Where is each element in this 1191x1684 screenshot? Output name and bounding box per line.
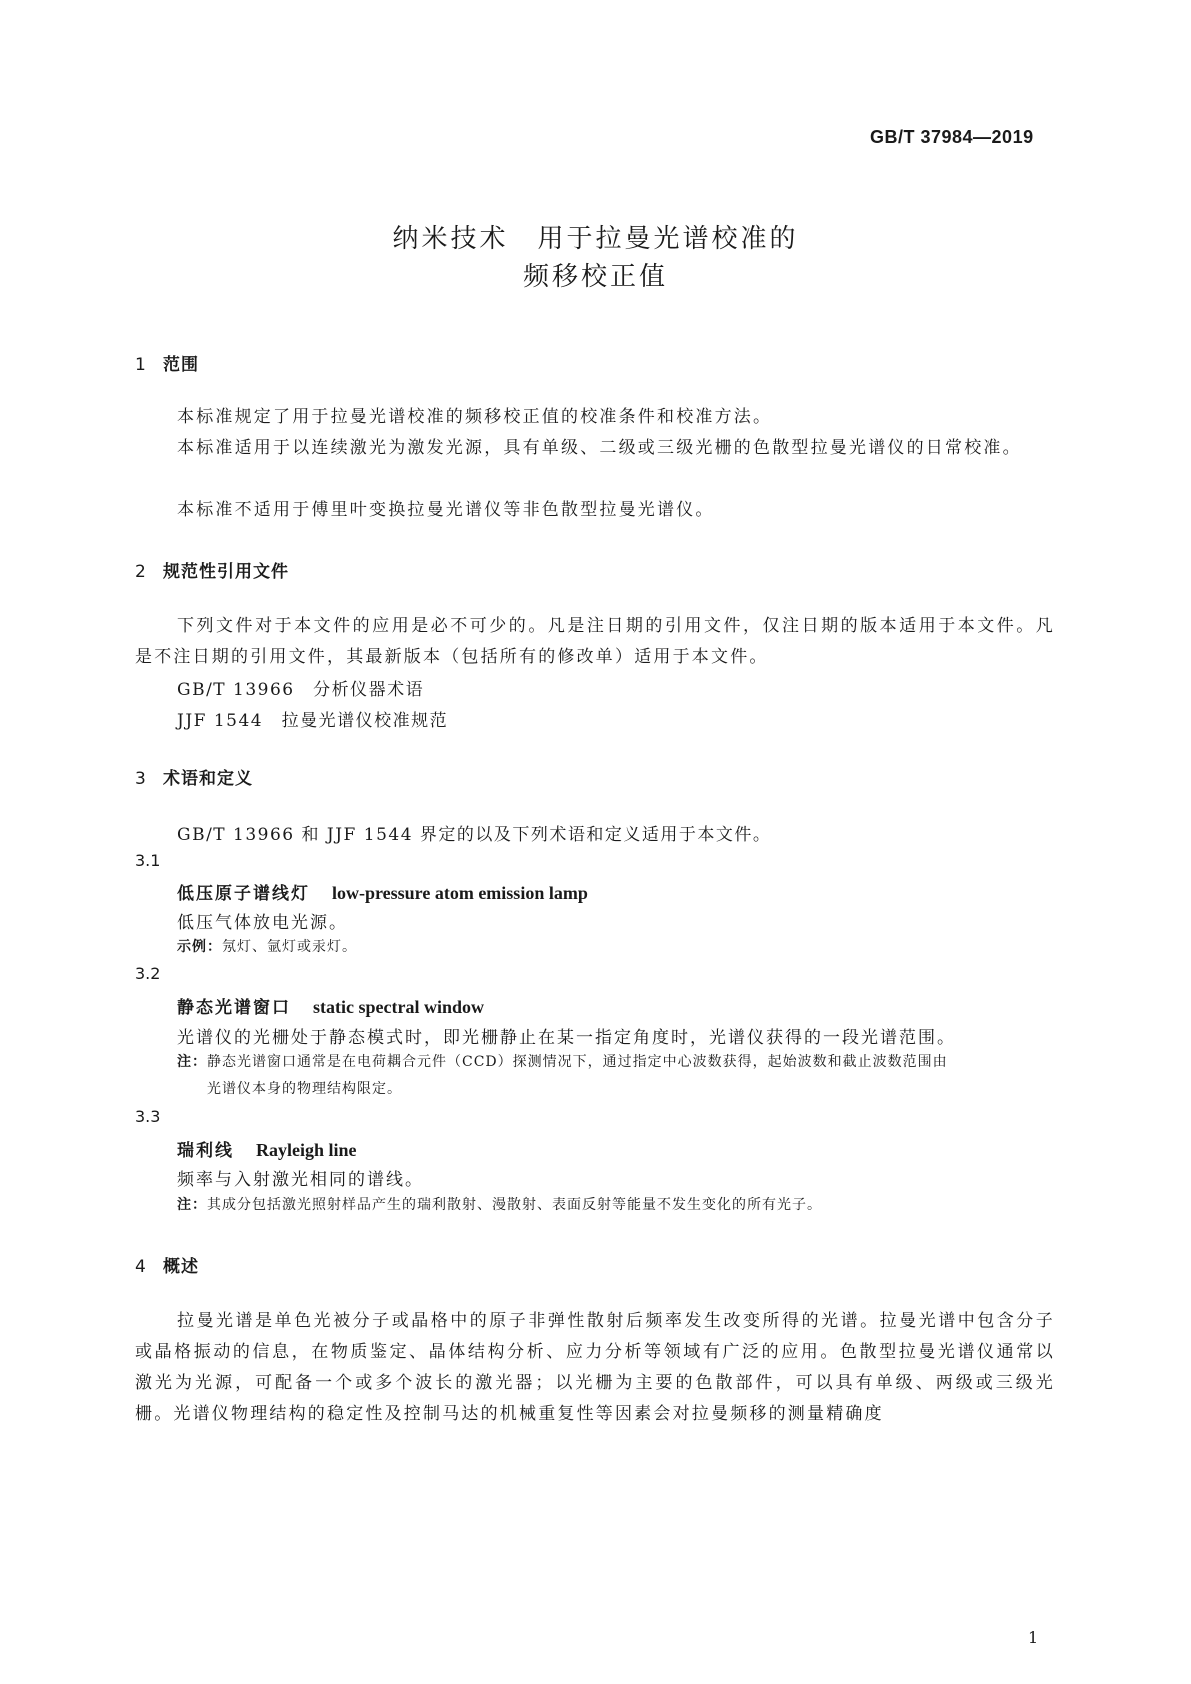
section-3-heading xyxy=(135,764,253,789)
clause-number-3-1: 3.1 xyxy=(135,851,161,870)
overview-paragraph: 拉曼光谱是单色光被分子或晶格中的原子非弹性散射后频率发生改变所得的光谱。拉曼光谱中包含分子或晶格振动的信息，在物质鉴定、晶体结构分析、应力分析等领域有广泛的应用。色散型拉曼光谱仪通常以激光为光源，可配备一个或多个波长的激光器；以光栅为主要的色散部件，可以具有单级、两级或三级光栅。光谱仪物理结构的稳定性及控制马达的机械重复性等因素会对拉曼频移的测量精确度 xyxy=(135,1311,1055,1424)
term-chinese: 瑞利线 xyxy=(177,1141,234,1161)
document-title-line2: 频移校正值 xyxy=(522,262,668,292)
reference-item: JJF 1544 拉曼光谱仪校准规范 xyxy=(177,711,449,731)
note-3-2 xyxy=(177,1049,1057,1103)
clause-number-3-3: 3.3 xyxy=(135,1107,161,1126)
clause-number-3-2: 3.2 xyxy=(135,964,161,983)
note-label: 注： xyxy=(177,1054,207,1070)
note-label: 注： xyxy=(177,1197,207,1213)
note-text: 其成分包括激光照射样品产生的瑞利散射、漫散射、表面反射等能量不发生变化的所有光子。 xyxy=(207,1197,822,1213)
definition-3-3: 频率与入射激光相同的谱线。 xyxy=(177,1170,424,1190)
section-number: 4 xyxy=(135,1257,147,1277)
page-number: 1 xyxy=(1028,1628,1039,1647)
section-number: 2 xyxy=(135,562,147,582)
section-number: 3 xyxy=(135,769,147,789)
definition-3-1: 低压气体放电光源。 xyxy=(177,913,348,933)
scope-paragraph-3: 本标准不适用于傅里叶变换拉曼光谱仪等非色散型拉曼光谱仪。 xyxy=(177,500,715,520)
standard-number: GB/T 37984—2019 xyxy=(870,127,1034,147)
section-4-heading xyxy=(135,1252,199,1277)
section-number: 1 xyxy=(135,355,147,375)
term-english: low-pressure atom emission lamp xyxy=(332,883,588,903)
terms-intro: GB/T 13966 和 JJF 1544 界定的以及下列术语和定义适用于本文件。 xyxy=(177,825,772,845)
note-3-3 xyxy=(177,1192,1057,1219)
example-3-1 xyxy=(177,934,1057,961)
section-title: 术语和定义 xyxy=(163,769,253,789)
document-title-line1: 纳米技术 用于拉曼光谱校准的 xyxy=(392,224,799,254)
term-3-1 xyxy=(177,879,588,904)
term-3-3 xyxy=(177,1136,357,1161)
reference-item: GB/T 13966 分析仪器术语 xyxy=(177,680,425,700)
definition-3-2: 光谱仪的光栅处于静态模式时，即光栅静止在某一指定角度时，光谱仪获得的一段光谱范围。 xyxy=(177,1028,956,1048)
example-label: 示例： xyxy=(177,939,222,955)
term-chinese: 低压原子谱线灯 xyxy=(177,884,310,904)
example-text: 氖灯、氩灯或汞灯。 xyxy=(222,939,357,955)
references-intro: 下列文件对于本文件的应用是必不可少的。凡是注日期的引用文件，仅注日期的版本适用于本文件。凡是不注日期的引用文件，其最新版本（包括所有的修改单）适用于本文件。 xyxy=(135,616,1055,667)
section-1-heading xyxy=(135,350,199,375)
note-text: 静态光谱窗口通常是在电荷耦合元件（CCD）探测情况下，通过指定中心波数获得，起始波数和截止波数范围由 xyxy=(207,1054,948,1070)
term-english: Rayleigh line xyxy=(256,1140,357,1160)
section-title: 范围 xyxy=(163,355,199,375)
section-title: 概述 xyxy=(163,1257,199,1277)
term-english: static spectral window xyxy=(313,997,484,1017)
scope-paragraph-1: 本标准规定了用于拉曼光谱校准的频移校正值的校准条件和校准方法。 xyxy=(177,407,773,427)
term-chinese: 静态光谱窗口 xyxy=(177,998,291,1018)
term-3-2 xyxy=(177,993,484,1018)
section-2-heading xyxy=(135,557,289,582)
scope-paragraph-2: 本标准适用于以连续激光为激发光源，具有单级、二级或三级光栅的色散型拉曼光谱仪的日常校准。 xyxy=(177,438,1022,458)
section-title: 规范性引用文件 xyxy=(163,562,289,582)
note-text-continued: 光谱仪本身的物理结构限定。 xyxy=(207,1081,402,1097)
